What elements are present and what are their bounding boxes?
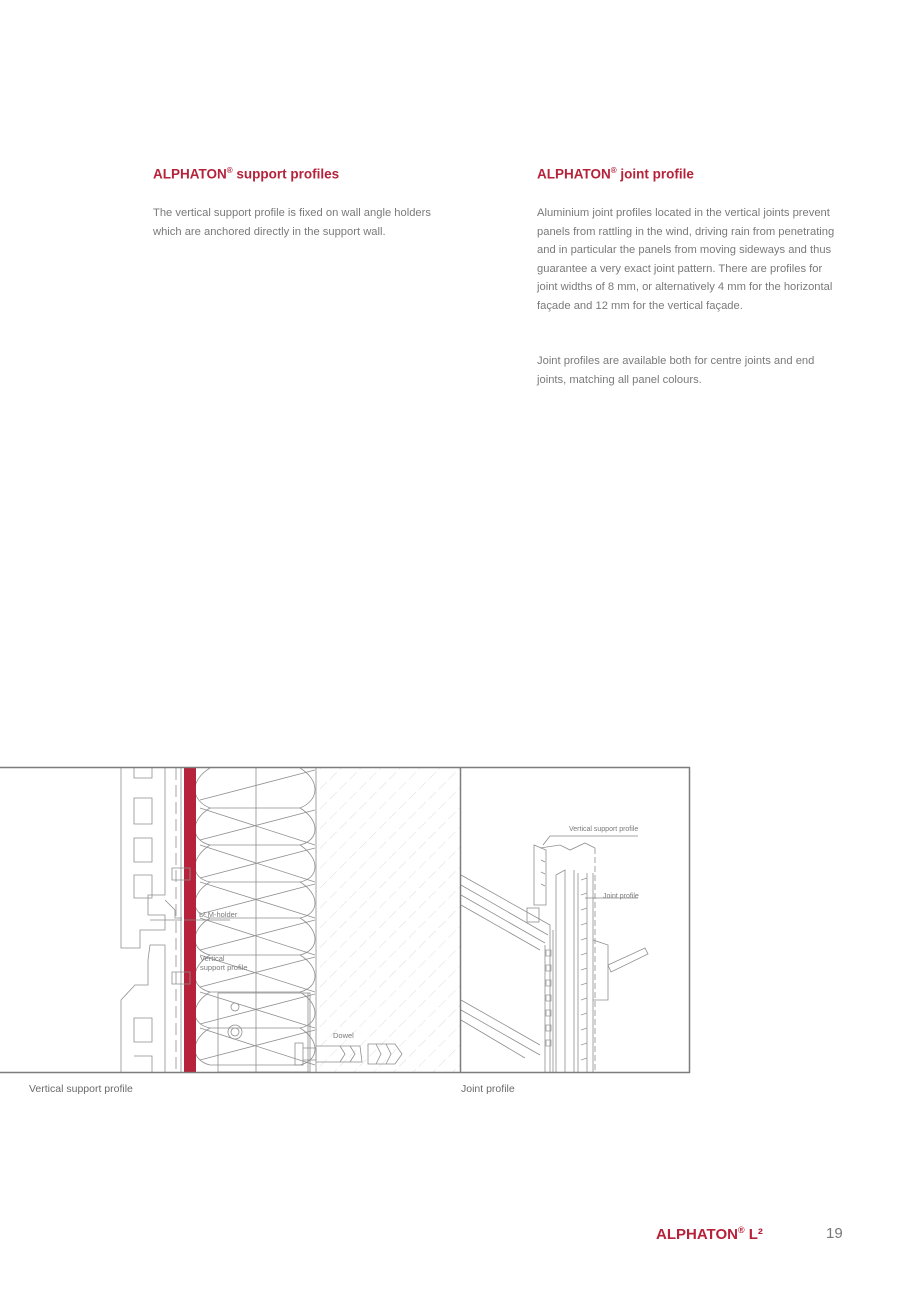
label-m-holder: L² M-holder (199, 910, 238, 919)
caption-vertical-support-profile: Vertical support profile (29, 1083, 133, 1095)
label-support-profile: support profile (200, 963, 248, 972)
joint-profile-text-2: Joint profiles are available both for centre joints and end joints, matching all panel colours. (537, 355, 815, 386)
label-vertical: Vertical (200, 954, 225, 963)
wall-hatch (316, 768, 460, 1072)
label-joint-profile: Joint profile (603, 893, 639, 900)
joint-profile-drawing (461, 836, 648, 1072)
joint-profile-heading: ALPHATON® joint profile (537, 166, 694, 182)
label-vertical-support-profile: Vertical support profile (569, 826, 639, 833)
page-number: 19 (826, 1225, 843, 1242)
vertical-support-profile-drawing (121, 768, 460, 1072)
support-profiles-text: The vertical support profile is fixed on wall angle holders which are anchored directly in the support wall. (153, 207, 431, 238)
footer-brand: ALPHATON® L² (656, 1225, 763, 1243)
wall-holder (218, 993, 310, 1072)
support-profiles-heading: ALPHATON® support profiles (153, 166, 340, 182)
facade-panel-section (121, 768, 190, 1072)
caption-joint-profile: Joint profile (461, 1083, 515, 1095)
joint-profile-text-1: Aluminium joint profiles located in the vertical joints prevent panels from rattling in the wind, driving rain from penetrating and in particular the panels from moving sideways and thus guarantee a very exact joint pattern. There are profiles for joint widths of 8 mm, or alternatively 4 mm for the horizontal façade and 12 mm for the vertical façade. (537, 207, 835, 312)
label-dowel: Dowel (333, 1031, 354, 1040)
